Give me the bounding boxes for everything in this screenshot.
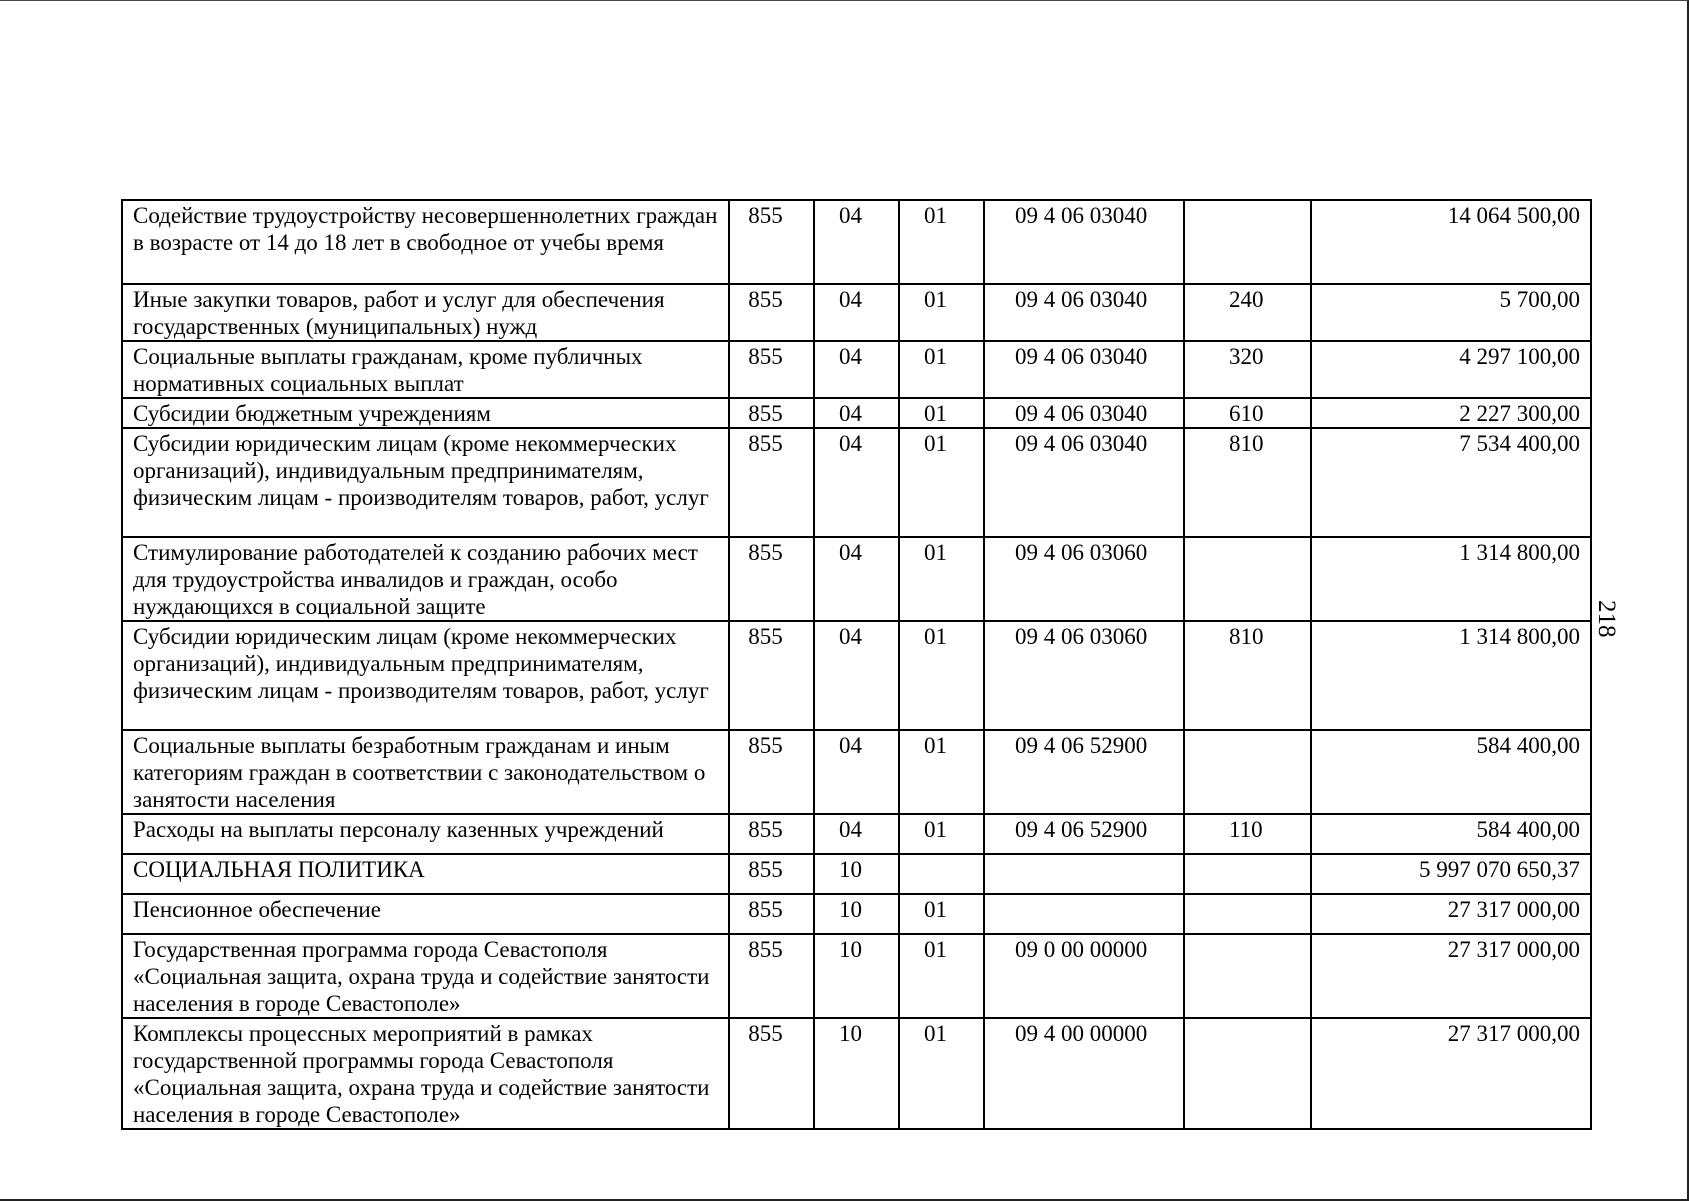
row-vr-cell: 610	[1184, 398, 1311, 428]
row-ved-cell: 855	[729, 428, 814, 537]
row-sum-cell: 27 317 000,00	[1311, 934, 1591, 1018]
row-sum-cell: 7 534 400,00	[1311, 428, 1591, 537]
row-vr-cell	[1184, 200, 1311, 284]
row-csr-cell: 09 0 00 00000	[984, 934, 1184, 1018]
row-pr-cell	[899, 854, 984, 894]
row-pr-cell: 01	[899, 730, 984, 814]
row-name-cell: Социальные выплаты безработным гражданам и иным категориям граждан в соответствии с законодательством о занятости населения	[122, 730, 729, 814]
row-vr-cell: 320	[1184, 341, 1311, 398]
row-csr-cell: 09 4 00 00000	[984, 1018, 1184, 1129]
row-ved-cell: 855	[729, 200, 814, 284]
table-row	[122, 200, 1591, 284]
row-vr-cell: 110	[1184, 814, 1311, 854]
row-pr-cell: 01	[899, 428, 984, 537]
row-pr-cell: 01	[899, 1018, 984, 1129]
row-rz-cell: 04	[814, 537, 899, 621]
row-vr-cell: 240	[1184, 284, 1311, 341]
row-name-cell: Содействие трудоустройству несовершеннолетних граждан в возрасте от 14 до 18 лет в свободное от учебы время	[122, 200, 729, 284]
row-rz-cell: 04	[814, 284, 899, 341]
row-vr-cell	[1184, 730, 1311, 814]
row-ved-cell: 855	[729, 398, 814, 428]
row-vr-cell: 810	[1184, 621, 1311, 730]
row-vr-cell	[1184, 934, 1311, 1018]
row-name-cell: Субсидии юридическим лицам (кроме некоммерческих организаций), индивидуальным предпринимателям, физическим лицам - производителям товаров, работ, услуг	[122, 621, 729, 730]
table-row	[122, 428, 1591, 537]
row-ved-cell: 855	[729, 854, 814, 894]
row-sum-cell: 4 297 100,00	[1311, 341, 1591, 398]
row-vr-cell	[1184, 537, 1311, 621]
row-ved-cell: 855	[729, 934, 814, 1018]
row-ved-cell: 855	[729, 341, 814, 398]
row-name-cell: Иные закупки товаров, работ и услуг для обеспечения государственных (муниципальных) нужд	[122, 284, 729, 341]
table-row	[122, 537, 1591, 621]
row-ved-cell: 855	[729, 814, 814, 854]
row-csr-cell: 09 4 06 03040	[984, 200, 1184, 284]
row-rz-cell: 04	[814, 200, 899, 284]
table-row	[122, 934, 1591, 1018]
row-name-cell: СОЦИАЛЬНАЯ ПОЛИТИКА	[122, 854, 729, 894]
row-csr-cell: 09 4 06 03040	[984, 398, 1184, 428]
row-ved-cell: 855	[729, 284, 814, 341]
table-row	[122, 854, 1591, 894]
row-sum-cell: 584 400,00	[1311, 814, 1591, 854]
budget-table	[121, 199, 1592, 1130]
row-csr-cell: 09 4 06 03040	[984, 284, 1184, 341]
row-name-cell: Стимулирование работодателей к созданию рабочих мест для трудоустройства инвалидов и граждан, особо нуждающихся в социальной защите	[122, 537, 729, 621]
row-sum-cell: 27 317 000,00	[1311, 1018, 1591, 1129]
row-name-cell: Субсидии юридическим лицам (кроме некоммерческих организаций), индивидуальным предпринимателям, физическим лицам - производителям товаров, работ, услуг	[122, 428, 729, 537]
row-ved-cell: 855	[729, 730, 814, 814]
row-rz-cell: 04	[814, 341, 899, 398]
table-row	[122, 284, 1591, 341]
row-sum-cell: 1 314 800,00	[1311, 537, 1591, 621]
row-sum-cell: 1 314 800,00	[1311, 621, 1591, 730]
row-csr-cell: 09 4 06 03060	[984, 621, 1184, 730]
row-csr-cell	[984, 854, 1184, 894]
row-ved-cell: 855	[729, 1018, 814, 1129]
row-rz-cell: 04	[814, 730, 899, 814]
row-rz-cell: 10	[814, 1018, 899, 1129]
row-pr-cell: 01	[899, 284, 984, 341]
row-name-cell: Пенсионное обеспечение	[122, 894, 729, 934]
row-csr-cell	[984, 894, 1184, 934]
row-csr-cell: 09 4 06 52900	[984, 814, 1184, 854]
row-vr-cell	[1184, 854, 1311, 894]
row-vr-cell: 810	[1184, 428, 1311, 537]
table-row	[122, 1018, 1591, 1129]
row-name-cell: Социальные выплаты гражданам, кроме публичных нормативных социальных выплат	[122, 341, 729, 398]
row-rz-cell: 04	[814, 814, 899, 854]
table-row	[122, 621, 1591, 730]
row-name-cell: Комплексы процессных мероприятий в рамках государственной программы города Севастополя «Социальная защита, охрана труда и содействие занятости населения в городе Севастополе»	[122, 1018, 729, 1129]
table-row	[122, 730, 1591, 814]
row-csr-cell: 09 4 06 03040	[984, 428, 1184, 537]
row-pr-cell: 01	[899, 537, 984, 621]
row-sum-cell: 5 997 070 650,37	[1311, 854, 1591, 894]
row-csr-cell: 09 4 06 03060	[984, 537, 1184, 621]
row-rz-cell: 10	[814, 854, 899, 894]
row-rz-cell: 04	[814, 428, 899, 537]
table-row	[122, 398, 1591, 428]
row-rz-cell: 10	[814, 894, 899, 934]
row-pr-cell: 01	[899, 200, 984, 284]
row-csr-cell: 09 4 06 03040	[984, 341, 1184, 398]
row-ved-cell: 855	[729, 621, 814, 730]
row-name-cell: Субсидии бюджетным учреждениям	[122, 398, 729, 428]
row-pr-cell: 01	[899, 934, 984, 1018]
row-ved-cell: 855	[729, 894, 814, 934]
row-pr-cell: 01	[899, 814, 984, 854]
row-ved-cell: 855	[729, 537, 814, 621]
row-pr-cell: 01	[899, 894, 984, 934]
row-sum-cell: 14 064 500,00	[1311, 200, 1591, 284]
row-rz-cell: 04	[814, 621, 899, 730]
row-sum-cell: 5 700,00	[1311, 284, 1591, 341]
row-rz-cell: 04	[814, 398, 899, 428]
table-row	[122, 894, 1591, 934]
row-pr-cell: 01	[899, 341, 984, 398]
budget-table-body	[122, 200, 1591, 1129]
row-sum-cell: 27 317 000,00	[1311, 894, 1591, 934]
page-number: 218	[1593, 600, 1620, 638]
row-vr-cell	[1184, 1018, 1311, 1129]
table-row	[122, 341, 1591, 398]
row-name-cell: Расходы на выплаты персоналу казенных учреждений	[122, 814, 729, 854]
row-name-cell: Государственная программа города Севастополя «Социальная защита, охрана труда и содействие занятости населения в городе Севастополе»	[122, 934, 729, 1018]
row-vr-cell	[1184, 894, 1311, 934]
row-csr-cell: 09 4 06 52900	[984, 730, 1184, 814]
row-rz-cell: 10	[814, 934, 899, 1018]
row-pr-cell: 01	[899, 621, 984, 730]
row-sum-cell: 2 227 300,00	[1311, 398, 1591, 428]
row-sum-cell: 584 400,00	[1311, 730, 1591, 814]
table-row	[122, 814, 1591, 854]
row-pr-cell: 01	[899, 398, 984, 428]
